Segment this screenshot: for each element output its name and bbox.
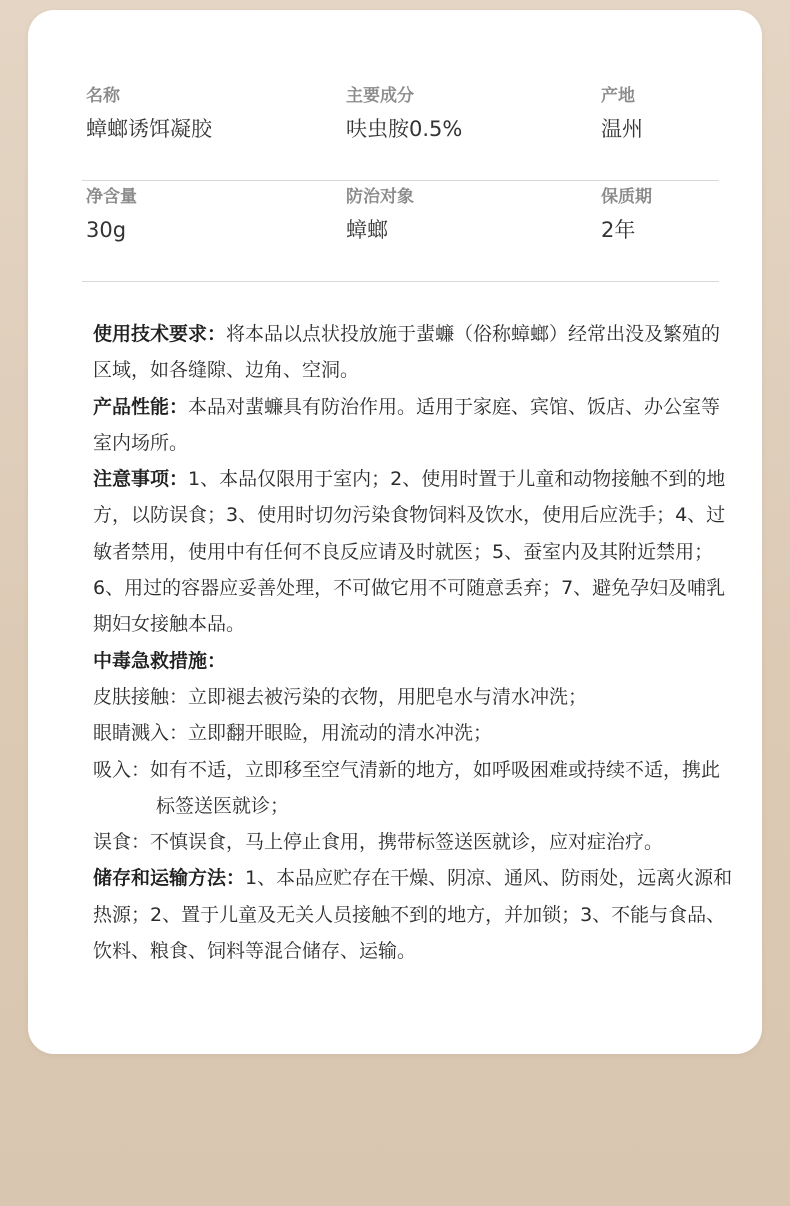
spec-label: 名称 [86, 86, 120, 106]
inhale-text: 如有不适，立即移至空气清新的地方，如呼吸困难或持续不适，携此标签送医就诊； [150, 758, 721, 817]
first-aid-eye [93, 715, 733, 751]
storage-heading: 储存和运输方法： [93, 867, 246, 890]
spec-label: 防治对象 [346, 187, 414, 207]
spec-cell-net-content [86, 181, 137, 245]
performance-heading: 产品性能： [93, 395, 189, 418]
storage-section [93, 860, 733, 969]
spec-table [82, 80, 719, 282]
spec-value: 蟑螂诱饵凝胶 [86, 117, 212, 141]
skin-text: 立即褪去被污染的衣物，用肥皂水与清水冲洗； [188, 685, 588, 708]
ingest-text: 不慎误食，马上停止食用，携带标签送医就诊，应对症治疗。 [150, 831, 664, 854]
first-aid-ingest [93, 824, 733, 860]
first-aid-skin [93, 679, 733, 715]
storage-text: 1、本品应贮存在干燥、阴凉、通风、防雨处，远离火源和热源；2、置于儿童及无关人员接触不到的地方，并加锁；3、不能与食品、饮料、粮食、饲料等混合储存、运输。 [93, 867, 733, 963]
spec-label: 保质期 [601, 187, 652, 207]
first-aid-inhale [93, 752, 733, 825]
first-aid-heading-line [93, 643, 733, 679]
spec-cell-name [86, 80, 212, 144]
spec-value: 蟑螂 [346, 218, 388, 242]
product-info-card [28, 10, 762, 1054]
usage-heading: 使用技术要求： [93, 323, 227, 345]
ingest-label: 误食： [93, 831, 151, 854]
caution-heading: 注意事项： [93, 468, 189, 491]
spec-value: 2年 [601, 218, 636, 242]
spec-row [82, 181, 719, 282]
instructions-text [93, 316, 733, 969]
spec-cell-origin [601, 80, 643, 144]
eye-text: 立即翻开眼睑，用流动的清水冲洗； [188, 722, 493, 745]
spec-value: 30g [86, 218, 127, 242]
spec-cell-shelf-life [601, 181, 652, 245]
spec-label: 净含量 [86, 187, 137, 207]
caution-section [93, 461, 733, 642]
spec-value: 呋虫胺0.5% [346, 117, 463, 141]
eye-label: 眼睛溅入： [93, 722, 189, 745]
spec-label: 主要成分 [346, 86, 414, 106]
performance-text: 本品对蜚蠊具有防治作用。适用于家庭、宾馆、饭店、办公室等室内场所。 [93, 395, 721, 454]
skin-label: 皮肤接触： [93, 685, 189, 708]
spec-value: 温州 [601, 117, 643, 141]
usage-section [93, 316, 733, 389]
spec-cell-target [346, 181, 414, 245]
inhale-label: 吸入： [93, 758, 151, 781]
spec-label: 产地 [601, 86, 635, 106]
usage-text: 将本品以点状投放施于蜚蠊（俗称蟑螂）经常出没及繁殖的区域，如各缝隙、边角、空洞。 [93, 323, 721, 382]
spec-row [82, 80, 719, 181]
caution-text: 1、本品仅限用于室内；2、使用时置于儿童和动物接触不到的地方，以防误食；3、使用时切勿污染食物饲料及饮水，使用后应洗手；4、过敏者禁用，使用中有任何不良反应请及时就医；5、蚕室内及其附近禁用；6、用过的容器应妥善处理，不可做它用不可随意丢弃；7、避免孕妇及哺乳期妇女接触本品。 [93, 468, 726, 636]
spec-cell-ingredient [346, 80, 462, 144]
first-aid-heading: 中毒急救措施： [93, 649, 227, 672]
performance-section [93, 389, 733, 462]
